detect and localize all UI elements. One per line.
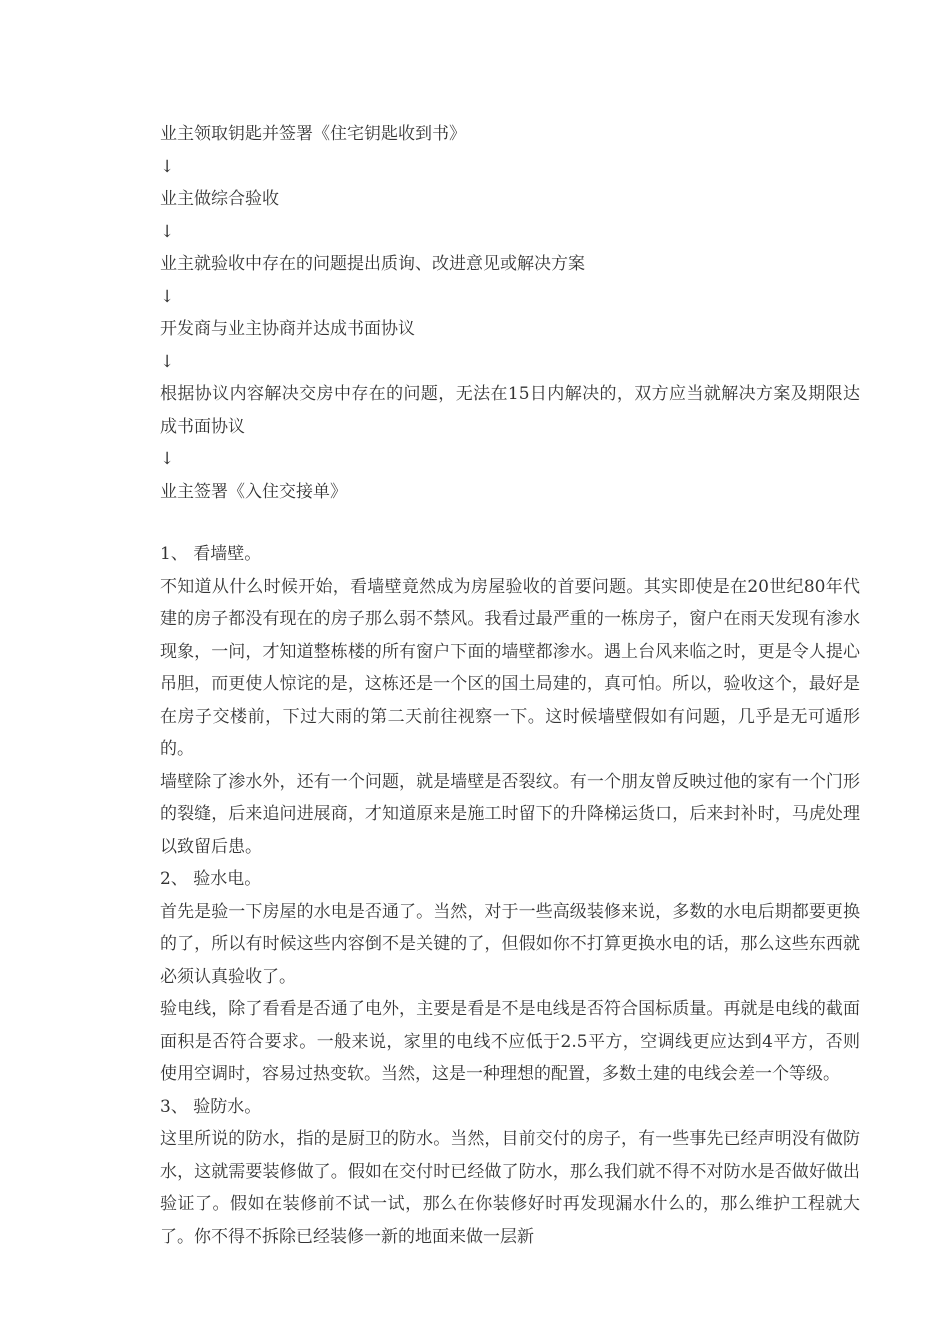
spacer xyxy=(160,508,860,538)
down-arrow-icon: ↓ xyxy=(160,449,175,469)
flow-step: 开发商与业主协商并达成书面协议 xyxy=(160,319,415,339)
flow-step: 根据协议内容解决交房中存在的问题，无法在15日内解决的，双方应当就解决方案及期限达成书面协议 xyxy=(160,384,860,437)
section-paragraph: 墙壁除了渗水外，还有一个问题，就是墙壁是否裂纹。有一个朋友曾反映过他的家有一个门形的裂缝，后来追问进展商，才知道原来是施工时留下的升降梯运货口，后来封补时，马虎处理以致留后患。 xyxy=(160,771,860,857)
section-heading: 1、 看墙壁。 xyxy=(160,544,262,564)
section-paragraph: 验电线，除了看看是否通了电外，主要是看是不是电线是否符合国标质量。再就是电线的截面面积是否符合要求。一般来说，家里的电线不应低于2.5平方，空调线更应达到4平方，否则使用空调时，容易过热变软。当然，这是一种理想的配置，多数土建的电线会差一个等级。 xyxy=(160,999,860,1084)
section-paragraph: 这里所说的防水，指的是厨卫的防水。当然，目前交付的房子，有一些事先已经声明没有做防水，这就需要装修做了。假如在交付时已经做了防水，那么我们就不得不对防水是否做好做出验证了。假如在装修前不试一试，那么在你装修好时再发现漏水什么的，那么维护工程就大了。你不得不拆除已经装修一新的地面来做一层新 xyxy=(160,1129,860,1247)
section-water-electricity xyxy=(160,863,860,1091)
down-arrow-icon: ↓ xyxy=(160,351,175,372)
flow-chart xyxy=(160,118,860,508)
section-paragraph: 首先是验一下房屋的水电是否通了。当然，对于一些高级装修来说，多数的水电后期都要更换的了，所以有时候这些内容倒不是关键的了，但假如你不打算更换水电的话，那么这些东西就必须认真验收了。 xyxy=(160,901,860,987)
down-arrow-icon: ↓ xyxy=(160,221,175,242)
flow-step: 业主做综合验收 xyxy=(160,189,279,209)
flow-step: 业主领取钥匙并签署《住宅钥匙收到书》 xyxy=(160,124,466,144)
section-walls xyxy=(160,538,860,863)
document-page xyxy=(160,118,860,1253)
section-waterproofing xyxy=(160,1091,860,1254)
section-heading: 2、 验水电。 xyxy=(160,869,262,889)
down-arrow-icon: ↓ xyxy=(160,286,175,307)
flow-step: 业主签署《入住交接单》 xyxy=(160,481,347,502)
section-paragraph: 不知道从什么时候开始，看墙壁竟然成为房屋验收的首要问题。其实即使是在20世纪80年代建的房子都没有现在的房子那么弱不禁风。我看过最严重的一栋房子，窗户在雨天发现有渗水现象，一问，才知道整栋楼的所有窗户下面的墙壁都渗水。遇上台风来临之时，更是令人提心吊胆，而更使人惊诧的是，这栋还是一个区的国土局建的，真可怕。所以，验收这个，最好是在房子交楼前，下过大雨的第二天前往视察一下。这时候墙壁假如有问题，几乎是无可遁形的。 xyxy=(160,576,860,759)
section-heading: 3、 验防水。 xyxy=(160,1096,262,1117)
flow-step: 业主就验收中存在的问题提出质询、改进意见或解决方案 xyxy=(160,254,585,274)
down-arrow-icon: ↓ xyxy=(160,156,175,177)
